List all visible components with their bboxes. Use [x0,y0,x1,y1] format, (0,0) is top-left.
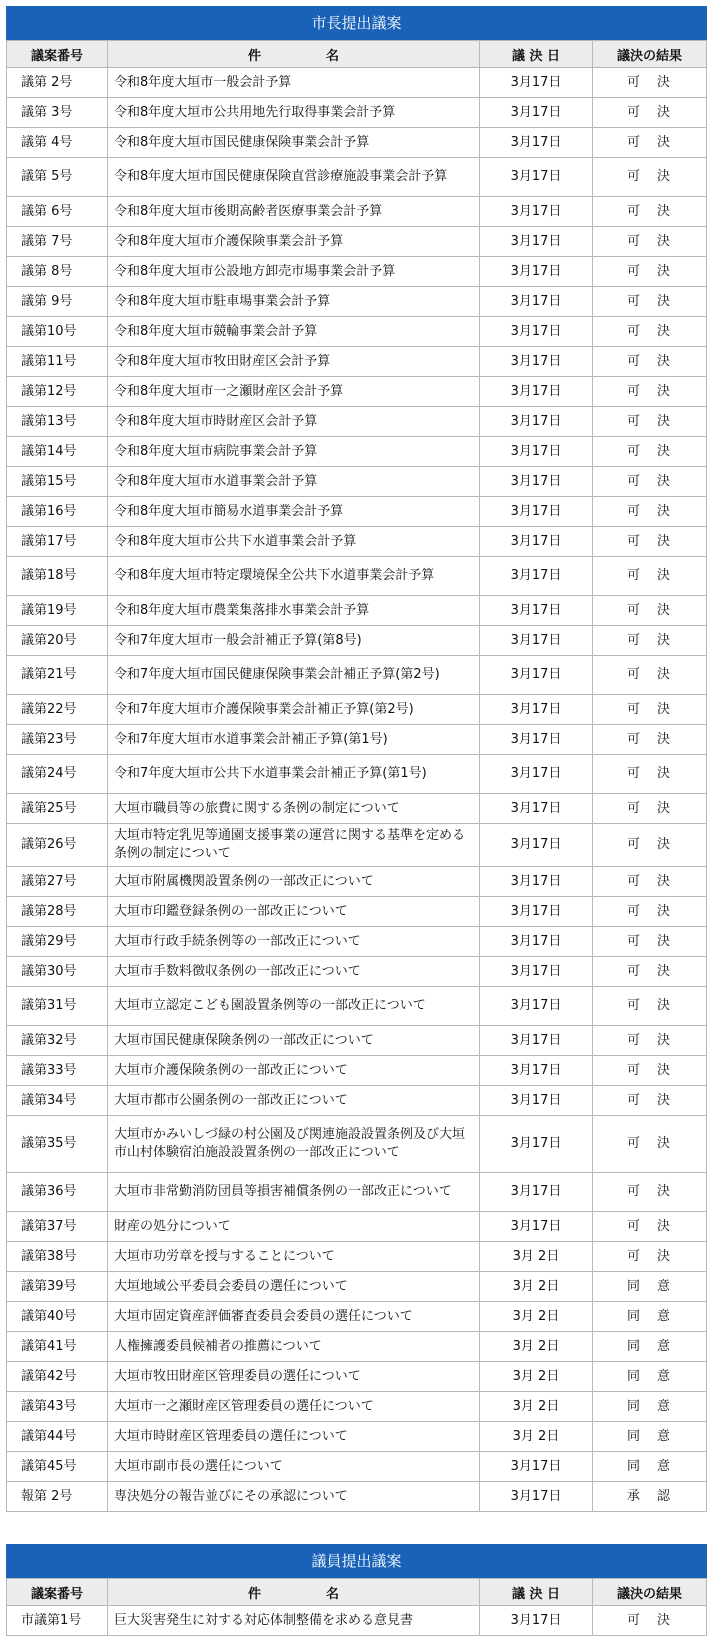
vote-date-cell: 3月17日 [480,897,593,927]
table-row [7,227,707,257]
bill-number-cell: 市議第1号 [7,1606,108,1636]
vote-result-cell: 可 決 [593,527,707,557]
table-row [7,1332,707,1362]
table-row [7,68,707,98]
vote-date-cell: 3月17日 [480,377,593,407]
vote-result-cell: 可 決 [593,407,707,437]
table-row [7,1606,707,1636]
vote-date-cell: 3月17日 [480,1116,593,1173]
vote-date-cell: 3月17日 [480,755,593,794]
bill-number-cell: 議第11号 [7,347,108,377]
header-row [7,1579,707,1606]
table-row [7,497,707,527]
table-row [7,1302,707,1332]
bill-number-cell: 議第17号 [7,527,108,557]
table-row [7,897,707,927]
bill-number-cell: 議第26号 [7,824,108,867]
vote-date-cell: 3月17日 [480,1212,593,1242]
table-row [7,824,707,867]
vote-result-cell: 可 決 [593,626,707,656]
bill-number-cell: 議第33号 [7,1056,108,1086]
vote-date-cell: 3月17日 [480,437,593,467]
bill-title-cell: 大垣市手数料徴収条例の一部改正について [108,957,480,987]
vote-date-cell: 3月17日 [480,557,593,596]
vote-date-cell: 3月17日 [480,407,593,437]
bill-number-cell: 議第15号 [7,467,108,497]
table-row [7,1452,707,1482]
bill-title-cell: 令和8年度大垣市後期高齢者医療事業会計予算 [108,197,480,227]
table-row [7,725,707,755]
bill-title-cell: 令和7年度大垣市介護保険事業会計補正予算(第2号) [108,695,480,725]
table-row [7,987,707,1026]
vote-result-cell: 同 意 [593,1302,707,1332]
bill-number-cell: 議第38号 [7,1242,108,1272]
vote-result-cell: 可 決 [593,1056,707,1086]
vote-date-cell: 3月17日 [480,1452,593,1482]
bill-title-cell: 令和7年度大垣市水道事業会計補正予算(第1号) [108,725,480,755]
bill-number-cell: 議第14号 [7,437,108,467]
vote-date-cell: 3月17日 [480,596,593,626]
bill-title-cell: 人権擁護委員候補者の推薦について [108,1332,480,1362]
table-row [7,377,707,407]
vote-result-cell: 可 決 [593,656,707,695]
bill-title-cell: 令和8年度大垣市介護保険事業会計予算 [108,227,480,257]
header-result: 議決の結果 [593,41,707,68]
table-row [7,755,707,794]
vote-result-cell: 可 決 [593,98,707,128]
bill-title-cell: 令和8年度大垣市公共用地先行取得事業会計予算 [108,98,480,128]
vote-date-cell: 3月17日 [480,824,593,867]
vote-result-cell: 同 意 [593,1272,707,1302]
vote-result-cell: 可 決 [593,347,707,377]
table-row [7,1116,707,1173]
table-row [7,98,707,128]
vote-date-cell: 3月17日 [480,347,593,377]
bill-number-cell: 報第 2号 [7,1482,108,1512]
vote-result-cell: 可 決 [593,227,707,257]
vote-date-cell: 3月17日 [480,1482,593,1512]
vote-result-cell: 可 決 [593,755,707,794]
header-vote-date: 議 決 日 [480,41,593,68]
member-bills-table [6,1544,707,1636]
table-row [7,1392,707,1422]
vote-date-cell: 3月17日 [480,317,593,347]
bill-title-cell: 令和8年度大垣市一之瀬財産区会計予算 [108,377,480,407]
bill-number-cell: 議第 8号 [7,257,108,287]
vote-result-cell: 可 決 [593,497,707,527]
vote-date-cell: 3月 2日 [480,1242,593,1272]
vote-result-cell: 可 決 [593,158,707,197]
mayor-bills-table [6,6,707,1512]
header-bill-number: 議案番号 [7,41,108,68]
bill-number-cell: 議第19号 [7,596,108,626]
section-title: 市長提出議案 [6,6,707,40]
bill-number-cell: 議第21号 [7,656,108,695]
bill-number-cell: 議第44号 [7,1422,108,1452]
bill-number-cell: 議第27号 [7,867,108,897]
vote-result-cell: 同 意 [593,1332,707,1362]
bill-number-cell: 議第22号 [7,695,108,725]
vote-date-cell: 3月17日 [480,1086,593,1116]
vote-result-cell: 可 決 [593,437,707,467]
bill-title-cell: 令和8年度大垣市国民健康保険直営診療施設事業会計予算 [108,158,480,197]
bill-number-cell: 議第31号 [7,987,108,1026]
bill-number-cell: 議第42号 [7,1362,108,1392]
vote-date-cell: 3月17日 [480,257,593,287]
bill-title-cell: 令和8年度大垣市国民健康保険事業会計予算 [108,128,480,158]
table-row [7,957,707,987]
bill-title-cell: 大垣市固定資産評価審査委員会委員の選任について [108,1302,480,1332]
table-row [7,1173,707,1212]
bill-number-cell: 議第20号 [7,626,108,656]
vote-date-cell: 3月17日 [480,1606,593,1636]
vote-date-cell: 3月17日 [480,158,593,197]
bill-number-cell: 議第43号 [7,1392,108,1422]
vote-date-cell: 3月17日 [480,957,593,987]
vote-date-cell: 3月17日 [480,527,593,557]
table-row [7,1422,707,1452]
vote-date-cell: 3月17日 [480,1026,593,1056]
bill-number-cell: 議第 2号 [7,68,108,98]
table-row [7,287,707,317]
bill-title-cell: 令和8年度大垣市競輪事業会計予算 [108,317,480,347]
bill-title-cell: 大垣市かみいしづ緑の村公園及び関連施設設置条例及び大垣市山村体験宿泊施設設置条例の一部改正について [108,1116,480,1173]
bill-title-cell: 大垣市非常勤消防団員等損害補償条例の一部改正について [108,1173,480,1212]
vote-result-cell: 可 決 [593,1212,707,1242]
bill-number-cell: 議第30号 [7,957,108,987]
bill-title-cell: 令和8年度大垣市特定環境保全公共下水道事業会計予算 [108,557,480,596]
vote-result-cell: 可 決 [593,1086,707,1116]
vote-result-cell: 可 決 [593,1026,707,1056]
vote-date-cell: 3月17日 [480,197,593,227]
bill-number-cell: 議第41号 [7,1332,108,1362]
vote-date-cell: 3月17日 [480,98,593,128]
bill-title-cell: 令和7年度大垣市一般会計補正予算(第8号) [108,626,480,656]
table-row [7,656,707,695]
header-subject: 件 名 [108,1579,480,1606]
table-row [7,257,707,287]
bill-title-cell: 大垣市牧田財産区管理委員の選任について [108,1362,480,1392]
bill-number-cell: 議第35号 [7,1116,108,1173]
bill-number-cell: 議第 6号 [7,197,108,227]
bill-number-cell: 議第24号 [7,755,108,794]
vote-result-cell: 可 決 [593,1116,707,1173]
table-row [7,695,707,725]
bill-number-cell: 議第 9号 [7,287,108,317]
bill-title-cell: 大垣市一之瀬財産区管理委員の選任について [108,1392,480,1422]
table-row [7,467,707,497]
table-row [7,1272,707,1302]
bill-title-cell: 大垣市国民健康保険条例の一部改正について [108,1026,480,1056]
vote-result-cell: 同 意 [593,1362,707,1392]
vote-result-cell: 可 決 [593,867,707,897]
bill-number-cell: 議第18号 [7,557,108,596]
bill-title-cell: 大垣市副市長の選任について [108,1452,480,1482]
bill-title-cell: 令和8年度大垣市牧田財産区会計予算 [108,347,480,377]
section-gap [6,1512,707,1544]
vote-date-cell: 3月 2日 [480,1272,593,1302]
vote-date-cell: 3月17日 [480,725,593,755]
header-row [7,41,707,68]
bill-title-cell: 令和7年度大垣市公共下水道事業会計補正予算(第1号) [108,755,480,794]
table-row [7,437,707,467]
vote-result-cell: 可 決 [593,317,707,347]
vote-date-cell: 3月17日 [480,497,593,527]
bill-title-cell: 大垣市附属機関設置条例の一部改正について [108,867,480,897]
vote-result-cell: 可 決 [593,1606,707,1636]
vote-date-cell: 3月17日 [480,1056,593,1086]
table-body [7,68,707,1512]
vote-result-cell: 可 決 [593,824,707,867]
vote-date-cell: 3月17日 [480,626,593,656]
vote-result-cell: 可 決 [593,927,707,957]
vote-date-cell: 3月17日 [480,867,593,897]
table-row [7,1056,707,1086]
vote-result-cell: 可 決 [593,897,707,927]
bill-title-cell: 令和8年度大垣市駐車場事業会計予算 [108,287,480,317]
bill-number-cell: 議第10号 [7,317,108,347]
bill-number-cell: 議第29号 [7,927,108,957]
bill-number-cell: 議第12号 [7,377,108,407]
table-row [7,867,707,897]
bill-number-cell: 議第 7号 [7,227,108,257]
vote-result-cell: 可 決 [593,1173,707,1212]
vote-result-cell: 可 決 [593,287,707,317]
bill-title-cell: 大垣市功労章を授与することについて [108,1242,480,1272]
bill-title-cell: 大垣市都市公園条例の一部改正について [108,1086,480,1116]
vote-result-cell: 可 決 [593,987,707,1026]
bill-title-cell: 令和8年度大垣市簡易水道事業会計予算 [108,497,480,527]
vote-result-cell: 可 決 [593,377,707,407]
header-subject: 件 名 [108,41,480,68]
table-row [7,347,707,377]
vote-date-cell: 3月 2日 [480,1302,593,1332]
table-row [7,1086,707,1116]
bill-number-cell: 議第28号 [7,897,108,927]
table-row [7,927,707,957]
bill-title-cell: 大垣市立認定こども園設置条例等の一部改正について [108,987,480,1026]
bill-title-cell: 大垣市職員等の旅費に関する条例の制定について [108,794,480,824]
table-row [7,158,707,197]
table-row [7,197,707,227]
vote-date-cell: 3月17日 [480,287,593,317]
bill-title-cell: 巨大災害発生に対する対応体制整備を求める意見書 [108,1606,480,1636]
bill-number-cell: 議第40号 [7,1302,108,1332]
vote-date-cell: 3月 2日 [480,1422,593,1452]
vote-date-cell: 3月17日 [480,227,593,257]
bill-number-cell: 議第25号 [7,794,108,824]
table-row [7,1242,707,1272]
vote-result-cell: 同 意 [593,1452,707,1482]
vote-result-cell: 同 意 [593,1392,707,1422]
bill-title-cell: 令和8年度大垣市水道事業会計予算 [108,467,480,497]
header-bill-number: 議案番号 [7,1579,108,1606]
vote-result-cell: 可 決 [593,257,707,287]
bill-number-cell: 議第23号 [7,725,108,755]
vote-date-cell: 3月 2日 [480,1332,593,1362]
vote-date-cell: 3月 2日 [480,1392,593,1422]
table-row [7,794,707,824]
vote-date-cell: 3月17日 [480,987,593,1026]
bill-title-cell: 大垣市介護保険条例の一部改正について [108,1056,480,1086]
bill-number-cell: 議第45号 [7,1452,108,1482]
vote-result-cell: 可 決 [593,1242,707,1272]
bill-number-cell: 議第 5号 [7,158,108,197]
bill-number-cell: 議第16号 [7,497,108,527]
bill-title-cell: 令和7年度大垣市国民健康保険事業会計補正予算(第2号) [108,656,480,695]
vote-result-cell: 可 決 [593,197,707,227]
section-title: 議員提出議案 [6,1544,707,1578]
vote-date-cell: 3月17日 [480,656,593,695]
bill-title-cell: 大垣市特定乳児等通園支援事業の運営に関する基準を定める条例の制定について [108,824,480,867]
vote-date-cell: 3月17日 [480,695,593,725]
vote-date-cell: 3月 2日 [480,1362,593,1392]
vote-result-cell: 可 決 [593,957,707,987]
table-row [7,317,707,347]
table-body [7,1606,707,1636]
vote-date-cell: 3月17日 [480,794,593,824]
bill-number-cell: 議第 3号 [7,98,108,128]
header-result: 議決の結果 [593,1579,707,1606]
bill-title-cell: 令和8年度大垣市公共下水道事業会計予算 [108,527,480,557]
vote-result-cell: 可 決 [593,467,707,497]
table-row [7,1362,707,1392]
table-row [7,407,707,437]
table-row [7,626,707,656]
bill-number-cell: 議第34号 [7,1086,108,1116]
table-row [7,1212,707,1242]
vote-date-cell: 3月17日 [480,128,593,158]
table-row [7,1026,707,1056]
vote-date-cell: 3月17日 [480,68,593,98]
bill-title-cell: 令和8年度大垣市公設地方卸売市場事業会計予算 [108,257,480,287]
bill-title-cell: 令和8年度大垣市時財産区会計予算 [108,407,480,437]
bill-title-cell: 大垣地域公平委員会委員の選任について [108,1272,480,1302]
bill-title-cell: 大垣市行政手続条例等の一部改正について [108,927,480,957]
bill-title-cell: 大垣市時財産区管理委員の選任について [108,1422,480,1452]
bill-title-cell: 大垣市印鑑登録条例の一部改正について [108,897,480,927]
bill-title-cell: 令和8年度大垣市病院事業会計予算 [108,437,480,467]
vote-result-cell: 同 意 [593,1422,707,1452]
bill-number-cell: 議第36号 [7,1173,108,1212]
bill-number-cell: 議第37号 [7,1212,108,1242]
vote-result-cell: 可 決 [593,695,707,725]
vote-result-cell: 可 決 [593,596,707,626]
bill-title-cell: 専決処分の報告並びにその承認について [108,1482,480,1512]
vote-result-cell: 可 決 [593,557,707,596]
bill-number-cell: 議第13号 [7,407,108,437]
vote-result-cell: 可 決 [593,68,707,98]
bill-number-cell: 議第39号 [7,1272,108,1302]
bill-title-cell: 令和8年度大垣市農業集落排水事業会計予算 [108,596,480,626]
table-row [7,128,707,158]
bill-number-cell: 議第 4号 [7,128,108,158]
vote-result-cell: 可 決 [593,794,707,824]
bill-number-cell: 議第32号 [7,1026,108,1056]
table-row [7,596,707,626]
bill-title-cell: 令和8年度大垣市一般会計予算 [108,68,480,98]
header-vote-date: 議 決 日 [480,1579,593,1606]
vote-result-cell: 可 決 [593,128,707,158]
table-row [7,557,707,596]
vote-date-cell: 3月17日 [480,1173,593,1212]
vote-result-cell: 可 決 [593,725,707,755]
vote-date-cell: 3月17日 [480,467,593,497]
table-row [7,527,707,557]
vote-date-cell: 3月17日 [480,927,593,957]
vote-result-cell: 承 認 [593,1482,707,1512]
table-row [7,1482,707,1512]
bill-title-cell: 財産の処分について [108,1212,480,1242]
